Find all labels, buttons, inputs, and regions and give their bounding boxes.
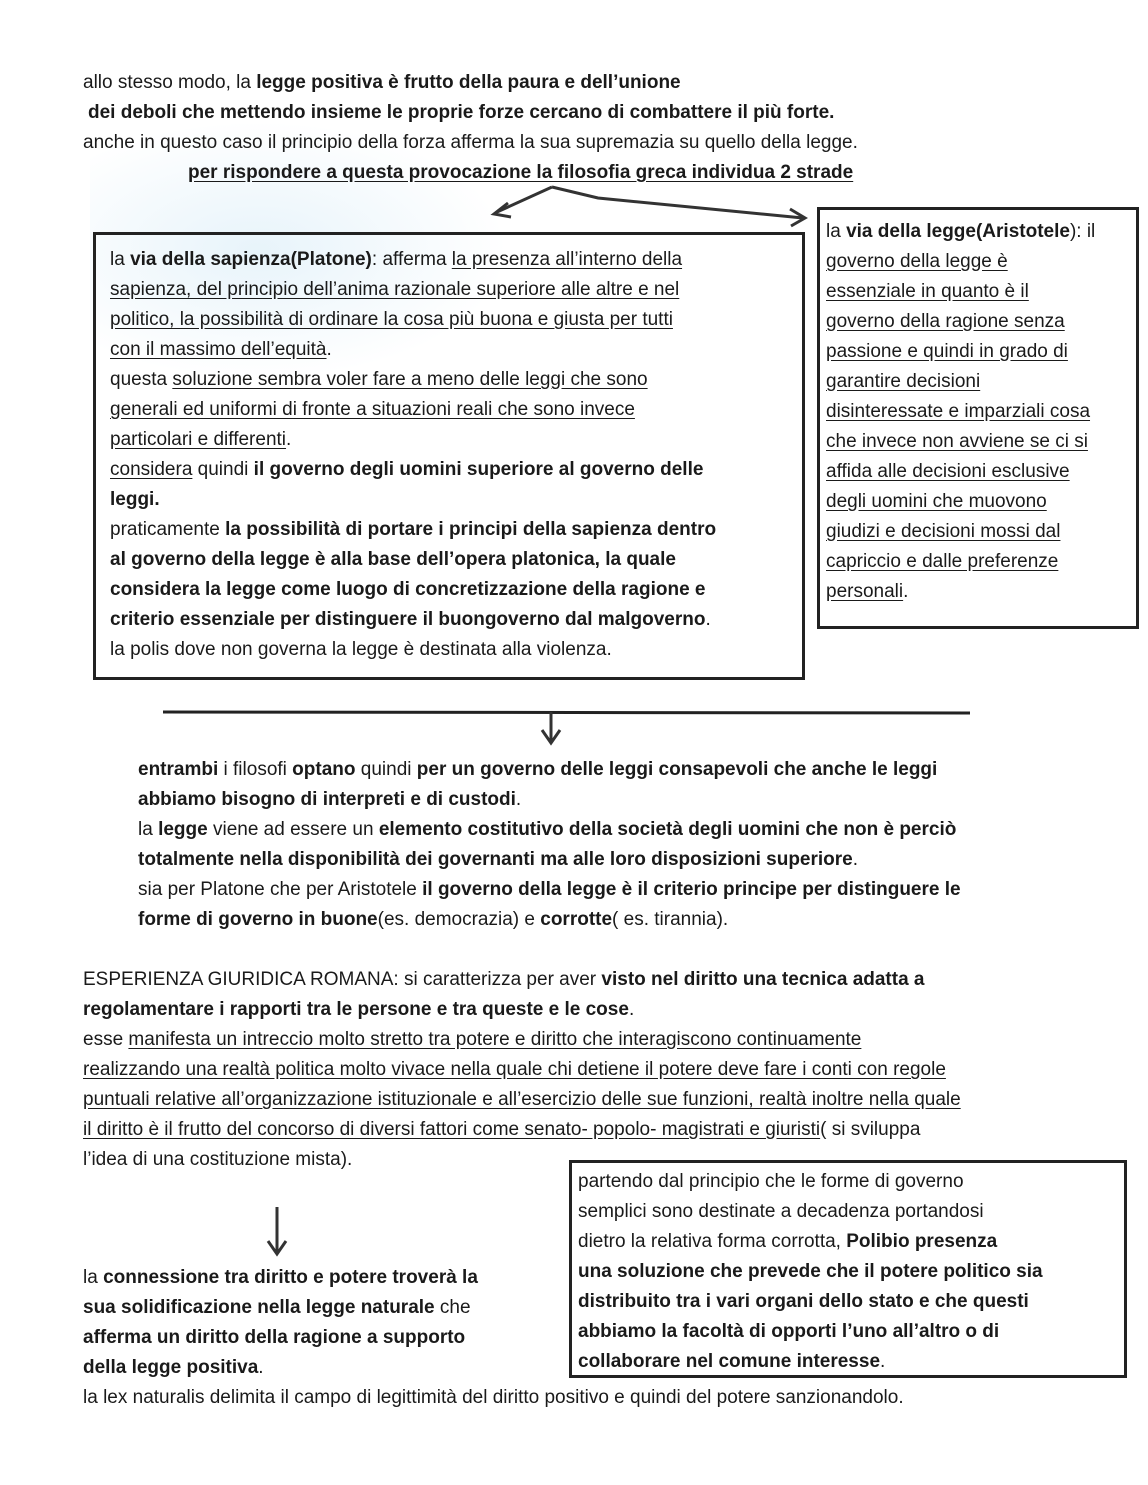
platone-line-8: considera quindi il governo degli uomini superiore al governo delle bbox=[110, 459, 704, 480]
natural-law-line-5: la lex naturalis delimita il campo di legittimità del diritto positivo e quindi del potere sanzionandolo. bbox=[83, 1387, 904, 1408]
platone-line-1: la via della sapienza(Platone): afferma la presenza all’interno della bbox=[110, 249, 683, 270]
polibio-line-3: dietro la relativa forma corrotta, Polibio presenza bbox=[578, 1231, 998, 1252]
polibio-line-7: collaborare nel comune interesse. bbox=[578, 1351, 886, 1372]
polibio-line-2: semplici sono destinate a decadenza portandosi bbox=[578, 1201, 984, 1222]
platone-line-14: la polis dove non governa la legge è destinata alla violenza. bbox=[110, 639, 612, 660]
aristotele-line: giudizi e decisioni mossi dal bbox=[826, 521, 1061, 542]
roman-line-3: esse manifesta un intreccio molto stretto tra potere e diritto che interagiscono continuamente bbox=[83, 1029, 862, 1050]
roman-line-1: ESPERIENZA GIURIDICA ROMANA: si caratterizza per aver visto nel diritto una tecnica adatta a bbox=[83, 969, 925, 990]
aristotele-line: capriccio e dalle preferenze bbox=[826, 551, 1059, 572]
conclusion-text bbox=[138, 755, 961, 935]
aristotele-line: garantire decisioni bbox=[826, 371, 981, 392]
intro-line-3: anche in questo caso il principio della forza afferma la sua supremazia su quello della legge. bbox=[83, 132, 858, 153]
roman-line-5: puntuali relative all’organizzazione istituzionale e all’esercizio delle sue funzioni, realtà inoltre nella quale bbox=[83, 1089, 961, 1110]
arrow-left-icon bbox=[497, 187, 552, 212]
aristotele-line-last: personali. bbox=[826, 581, 909, 602]
natural-law-line-1: la connessione tra diritto e potere troverà la bbox=[83, 1267, 478, 1288]
aristotele-line: essenziale in quanto è il bbox=[826, 281, 1029, 302]
natural-law-line-4: della legge positiva. bbox=[83, 1357, 264, 1378]
conclusion-line-3: la legge viene ad essere un elemento costitutivo della società degli uomini che non è perciò bbox=[138, 819, 957, 840]
aristotele-line: disinteressate e imparziali cosa bbox=[826, 401, 1091, 422]
natural-law-line-2: sua solidificazione nella legge naturale che bbox=[83, 1297, 471, 1318]
aristotele-line: governo della ragione senza bbox=[826, 311, 1065, 332]
polibio-line-1: partendo dal principio che le forme di governo bbox=[578, 1171, 964, 1192]
conclusion-line-6: forme di governo in buone(es. democrazia) e corrotte( es. tirannia). bbox=[138, 909, 729, 930]
divider-line bbox=[163, 712, 970, 713]
aristotele-line: degli uomini che muovono bbox=[826, 491, 1047, 512]
platone-line-9: leggi. bbox=[110, 489, 160, 510]
natural-law-text bbox=[83, 1263, 904, 1413]
roman-line-4: realizzando una realtà politica molto vivace nella quale chi detiene il potere deve fare i conti con regole bbox=[83, 1059, 946, 1080]
platone-line-6: generali ed uniformi di fronte a situazioni reali che sono invece bbox=[110, 399, 635, 420]
polibio-line-5: distribuito tra i vari organi dello stato e che questi bbox=[578, 1291, 1029, 1312]
platone-line-13: criterio essenziale per distinguere il buongoverno dal malgoverno. bbox=[110, 609, 711, 630]
intro-line-1: allo stesso modo, la legge positiva è frutto della paura e dell’unione bbox=[83, 72, 681, 93]
roman-text bbox=[83, 965, 961, 1175]
polibio-line-6: abbiamo la facoltà di opporti l’uno all’altro o di bbox=[578, 1321, 1000, 1342]
aristotele-line-1: la via della legge(Aristotele): il bbox=[826, 221, 1096, 242]
platone-line-2: sapienza, del principio dell’anima razionale superiore alle altre e nel bbox=[110, 279, 680, 300]
arrow-right-icon bbox=[552, 187, 803, 218]
polibio-line-4: una soluzione che prevede che il potere politico sia bbox=[578, 1261, 1043, 1282]
aristotele-line: passione e quindi in grado di bbox=[826, 341, 1068, 362]
platone-line-12: considera la legge come luogo di concretizzazione della ragione e bbox=[110, 579, 706, 600]
conclusion-line-1: entrambi i filosofi optano quindi per un governo delle leggi consapevoli che anche le leggi bbox=[138, 759, 938, 780]
section-heading: per rispondere a questa provocazione la filosofia greca individua 2 strade bbox=[188, 162, 854, 183]
roman-line-2: regolamentare i rapporti tra le persone e tra queste e le cose. bbox=[83, 999, 635, 1020]
aristotele-line: affida alle decisioni esclusive bbox=[826, 461, 1070, 482]
platone-line-3: politico, la possibilità di ordinare la cosa più buona e giusta per tutti bbox=[110, 309, 673, 330]
platone-line-4: con il massimo dell’equità. bbox=[110, 339, 332, 360]
platone-text bbox=[110, 245, 716, 665]
conclusion-line-5: sia per Platone che per Aristotele il governo della legge è il criterio principe per distinguere le bbox=[138, 879, 961, 900]
aristotele-text bbox=[826, 217, 1095, 607]
platone-line-11: al governo della legge è alla base dell’opera platonica, la quale bbox=[110, 549, 676, 570]
platone-line-10: praticamente la possibilità di portare i principi della sapienza dentro bbox=[110, 519, 717, 540]
intro-line-2: dei deboli che mettendo insieme le proprie forze cercano di combattere il più forte. bbox=[88, 102, 835, 123]
platone-line-7: particolari e differenti. bbox=[110, 429, 292, 450]
roman-line-7: l’idea di una costituzione mista). bbox=[83, 1149, 353, 1170]
natural-law-line-3: afferma un diritto della ragione a supporto bbox=[83, 1327, 466, 1348]
aristotele-line: che invece non avviene se ci si bbox=[826, 431, 1088, 452]
conclusion-line-4: totalmente nella disponibilità dei governanti ma alle loro disposizioni superiore. bbox=[138, 849, 859, 870]
conclusion-line-2: abbiamo bisogno di interpreti e di custodi. bbox=[138, 789, 522, 810]
platone-line-5: questa soluzione sembra voler fare a meno delle leggi che sono bbox=[110, 369, 648, 390]
aristotele-line: governo della legge è bbox=[826, 251, 1008, 272]
roman-line-6: il diritto è il frutto del concorso di diversi fattori come senato- popolo- magistrati e giuristi( si sviluppa bbox=[83, 1119, 921, 1140]
